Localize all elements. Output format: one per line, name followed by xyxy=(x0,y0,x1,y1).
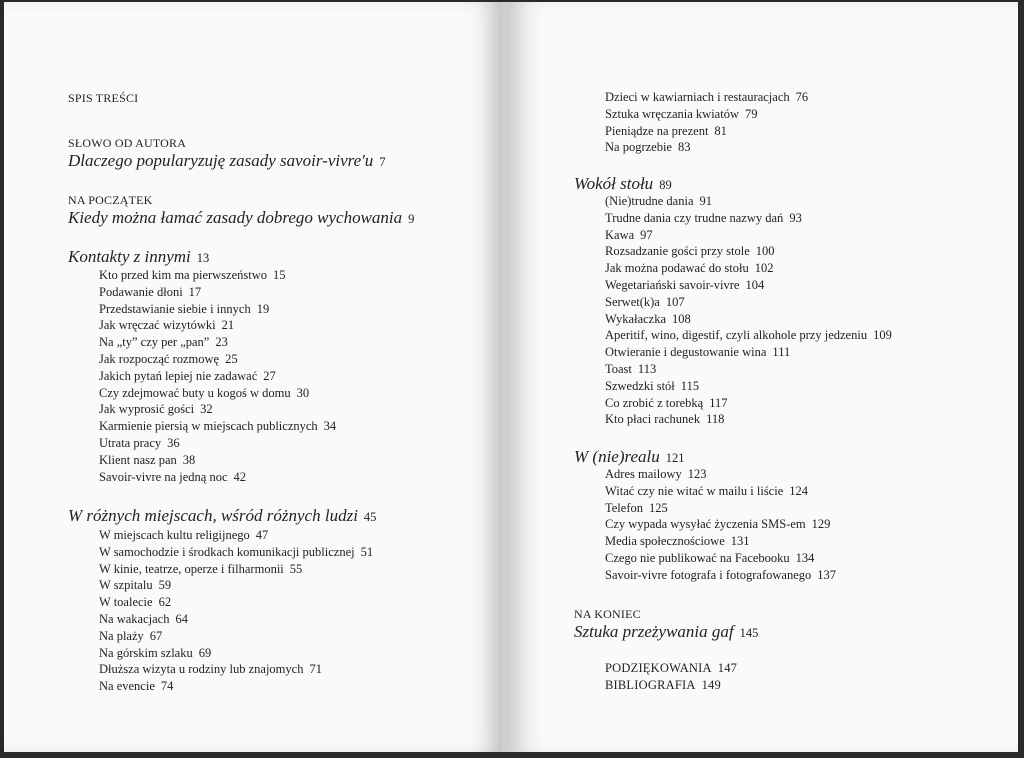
intro-label: NA POCZĄTEK xyxy=(68,193,153,207)
intro-title: Kiedy można łamać zasady dobrego wychowania 9 xyxy=(68,208,415,227)
foreword-page: 7 xyxy=(379,155,386,169)
foreword-label: SŁOWO OD AUTORA xyxy=(68,136,187,150)
chapter-4-title: W (nie)realu 121 xyxy=(574,447,685,466)
toc-item: Na evencie 74 xyxy=(99,679,174,694)
toc-item: Wegetariański savoir-vivre 104 xyxy=(605,277,765,292)
toc-item: Serwet(k)a 107 xyxy=(605,294,685,309)
chapter-3-title: Wokół stołu 89 xyxy=(574,174,672,193)
toc-item: Dłuższa wizyta u rodziny lub znajomych 71 xyxy=(99,662,322,677)
toc-item: Karmienie piersią w miejscach publicznych 34 xyxy=(99,419,337,434)
toc-item: Jak wręczać wizytówki 21 xyxy=(99,318,235,333)
toc-item: Klient nasz pan 38 xyxy=(99,452,196,467)
toc-item: Wykałaczka 108 xyxy=(605,311,691,326)
toc-item: Savoir-vivre fotografa i fotografowanego 137 xyxy=(605,567,837,582)
chapter-1-list xyxy=(99,267,336,485)
ending-page: 145 xyxy=(739,626,759,640)
toc-item: Na wakacjach 64 xyxy=(99,611,188,626)
chapter-3-list xyxy=(605,193,892,428)
toc-item: Jak rozpocząć rozmowę 25 xyxy=(99,351,238,366)
chapter-3-page: 89 xyxy=(659,178,672,192)
chapter-1-page: 13 xyxy=(196,251,210,265)
toc-item: W szpitalu 59 xyxy=(99,578,172,593)
toc-item: Jak można podawać do stołu 102 xyxy=(605,261,774,276)
toc-item: Dzieci w kawiarniach i restauracjach 76 xyxy=(605,90,809,104)
toc-item: Kto przed kim ma pierwszeństwo 15 xyxy=(99,268,286,282)
toc-item: (Nie)trudne dania 91 xyxy=(605,194,713,208)
foreword-title: Dlaczego popularyzuję zasady savoir-vivre'u 7 xyxy=(68,151,386,170)
toc-item: W miejscach kultu religijnego 47 xyxy=(99,528,269,542)
chapter-4-page: 121 xyxy=(665,451,685,465)
toc-item: Rozsadzanie gości przy stole 100 xyxy=(605,244,775,259)
toc-item: Jakich pytań lepiej nie zadawać 27 xyxy=(99,368,276,383)
toc-item: W kinie, teatrze, operze i filharmonii 55 xyxy=(99,561,303,576)
intro-page: 9 xyxy=(408,212,415,226)
chapter-2-page: 45 xyxy=(363,510,377,524)
toc-item: Savoir-vivre na jedną noc 42 xyxy=(99,469,247,484)
backmatter-list xyxy=(605,660,737,694)
toc-item: Na pogrzebie 83 xyxy=(605,140,691,155)
toc-item: Czego nie publikować na Facebooku 134 xyxy=(605,550,815,565)
toc-item: Toast 113 xyxy=(605,361,657,376)
toc-item: Utrata pracy 36 xyxy=(99,435,180,450)
toc-heading: SPIS TREŚCI xyxy=(68,91,139,105)
toc-item: Czy wypada wysyłać życzenia SMS-em 129 xyxy=(605,517,831,532)
toc-item: Na „ty” czy per „pan” 23 xyxy=(99,335,228,350)
continued-list xyxy=(605,89,808,156)
chapter-2-list xyxy=(99,527,373,695)
toc-item: Adres mailowy 123 xyxy=(605,467,707,481)
toc-item: Szwedzki stół 115 xyxy=(605,378,700,393)
toc-item: Czy zdejmować buty u kogoś w domu 30 xyxy=(99,385,310,400)
toc-item: BIBLIOGRAFIA 149 xyxy=(605,677,721,692)
toc-item: Telefon 125 xyxy=(605,500,668,515)
toc-item: Co zrobić z torebką 117 xyxy=(605,395,728,410)
toc-item: Przedstawianie siebie i innych 19 xyxy=(99,301,270,316)
chapter-1-title: Kontakty z innymi 13 xyxy=(68,247,210,266)
toc-item: Kawa 97 xyxy=(605,227,653,242)
toc-item: Witać czy nie witać w mailu i liście 124 xyxy=(605,483,808,498)
toc-item: Podawanie dłoni 17 xyxy=(99,284,202,299)
book-gutter xyxy=(502,2,510,752)
ending-title: Sztuka przeżywania gaf 145 xyxy=(574,622,759,641)
toc-item: Trudne dania czy trudne nazwy dań 93 xyxy=(605,210,802,225)
toc-item: W toalecie 62 xyxy=(99,595,172,610)
toc-item: Media społecznościowe 131 xyxy=(605,534,750,549)
ending-label: NA KONIEC xyxy=(574,607,641,621)
toc-item: Aperitif, wino, digestif, czyli alkohole przy jedzeniu 109 xyxy=(605,328,892,343)
toc-item: Na górskim szlaku 69 xyxy=(99,645,212,660)
toc-item: PODZIĘKOWANIA 147 xyxy=(605,661,738,675)
toc-item: Pieniądze na prezent 81 xyxy=(605,123,727,138)
toc-item: Otwieranie i degustowanie wina 111 xyxy=(605,345,791,360)
toc-item: Kto płaci rachunek 118 xyxy=(605,412,725,427)
toc-item: W samochodzie i środkach komunikacji publicznej 51 xyxy=(99,544,374,559)
toc-item: Jak wyprosić gości 32 xyxy=(99,402,213,417)
toc-item: Na plaży 67 xyxy=(99,628,163,643)
chapter-4-list xyxy=(605,466,836,584)
chapter-2-title: W różnych miejscach, wśród różnych ludzi 45 xyxy=(68,506,377,525)
toc-item: Sztuka wręczania kwiatów 79 xyxy=(605,106,758,121)
